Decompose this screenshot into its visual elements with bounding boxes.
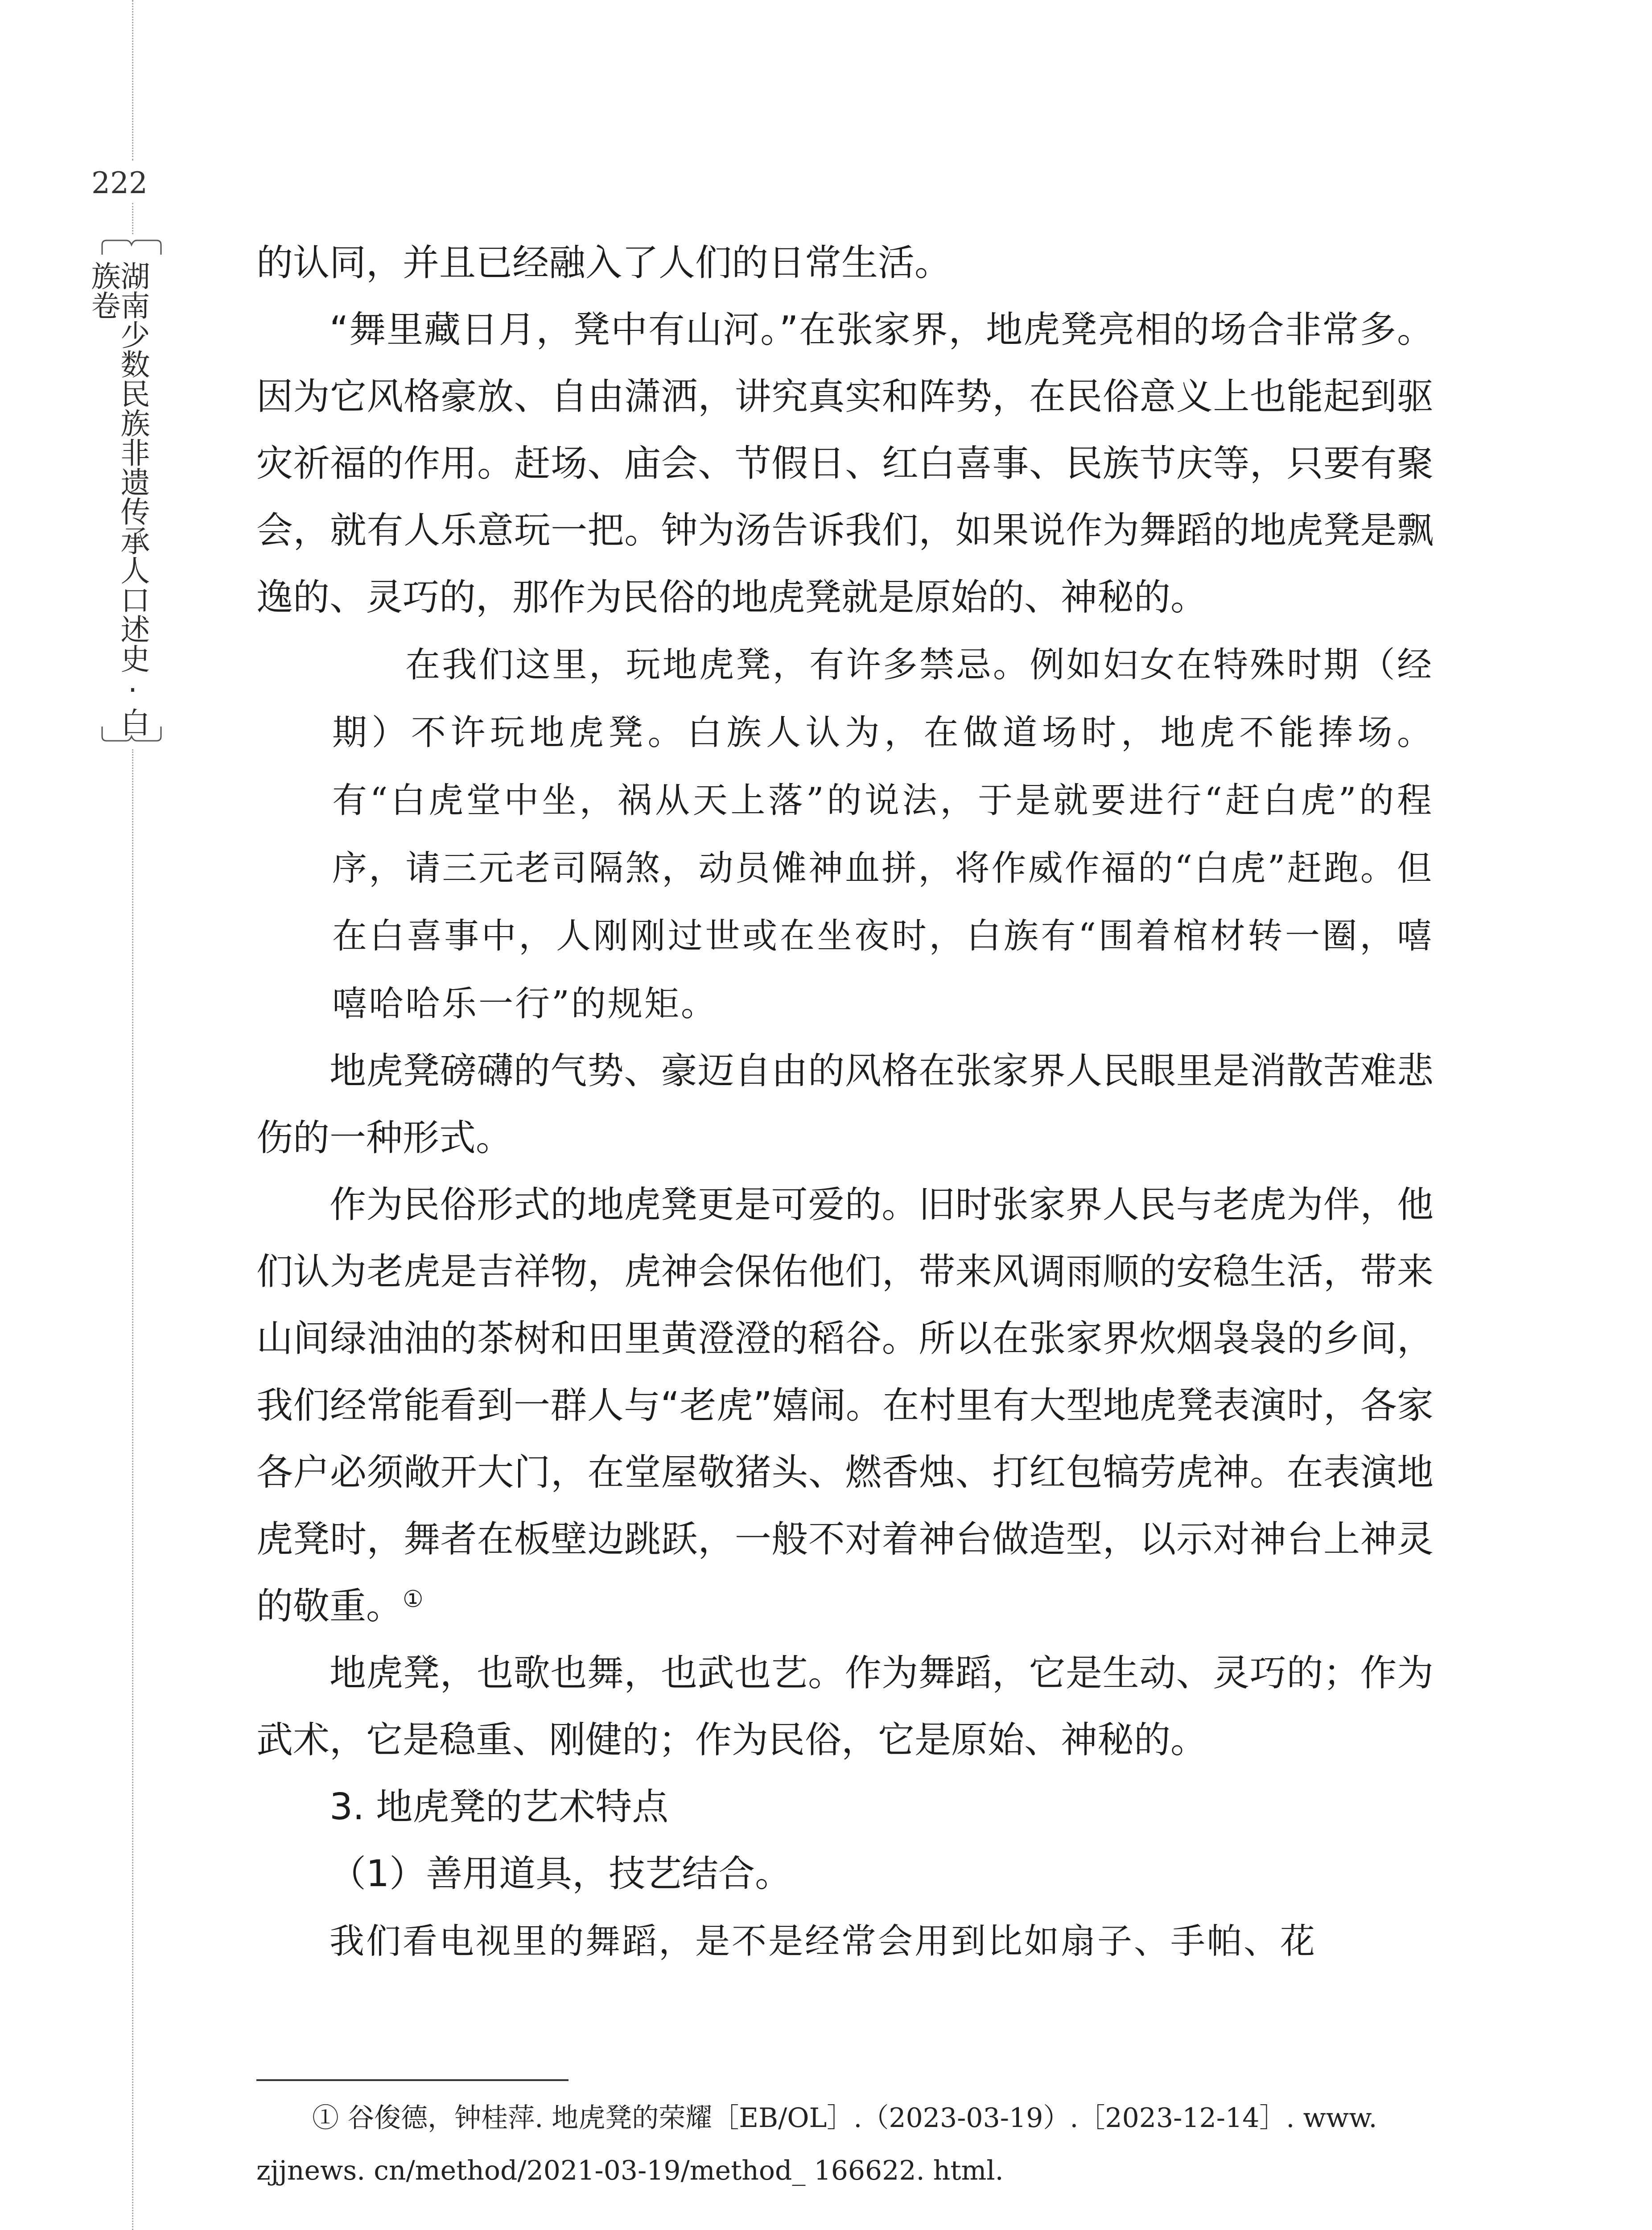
footnote xyxy=(256,2092,1434,2197)
subheading: （1）善用道具，技艺结合。 xyxy=(330,1853,792,1895)
margin-dotted-line-bottom xyxy=(132,749,133,2230)
bracket-top-icon xyxy=(100,239,163,256)
running-title xyxy=(86,239,167,743)
main-text xyxy=(256,230,1434,1975)
paragraph-2: “舞里藏日月，凳中有山河。”在张家界，地虎凳亮相的场合非常多。因为它风格豪放、自由潇洒，讲究真实和阵势，在民俗意义上也能起到驱灾祈福的作用。赶场、庙会、节假日、红白喜事、民族节庆等，只要有聚会，就有人乐意玩一把。钟为汤告诉我们，如果说作为舞蹈的地虎凳是飘逸的、灵巧的，那作为民俗的地虎凳就是原始的、神秘的。 xyxy=(256,309,1434,619)
page-number: 222 xyxy=(91,166,148,200)
bracket-bottom-icon xyxy=(100,726,163,743)
paragraph-3: 地虎凳磅礴的气势、豪迈自由的风格在张家界人民眼里是消散苦难悲伤的一种形式。 xyxy=(256,1050,1434,1159)
quote-block: 在我们这里，玩地虎凳，有许多禁忌。例如妇女在特殊时期（经期）不许玩地虎凳。白族人认为，在做道场时，地虎不能捧场。有“白虎堂中坐，祸从天上落”的说法，于是就要进行“赶白虎”的程序，请三元老司隔煞，动员傩神血拼，将作威作福的“白虎”赶跑。但在白喜事中，人刚刚过世或在坐夜时，白族有“围着棺材转一圈，嘻嘻哈哈乐一行”的规矩。 xyxy=(332,645,1434,1024)
paragraph-5: 地虎凳，也歌也舞，也武也艺。作为舞蹈，它是生动、灵巧的；作为武术，它是稳重、刚健的；作为民俗，它是原始、神秘的。 xyxy=(256,1652,1434,1761)
paragraph-1: 的认同，并且已经融入了人们的日常生活。 xyxy=(256,242,952,284)
footnote-rule xyxy=(256,2079,569,2081)
paragraph-6: 我们看电视里的舞蹈，是不是经常会用到比如扇子、手帕、花 xyxy=(330,1921,1317,1962)
paragraph-4 xyxy=(256,1172,1434,1640)
margin-dotted-line-top xyxy=(132,0,133,161)
footnote-line-1: ① 谷俊德，钟桂萍. 地虎凳的荣耀［EB/OL］.（2023-03-19）.［2023-12-14］. www. xyxy=(312,2102,1377,2134)
margin-dotted-line-mid xyxy=(132,203,133,234)
running-title-text: 湖南少数民族非遗传承人口述史·白族卷 xyxy=(86,261,150,737)
footnote-line-2: zjjnews. cn/method/2021-03-19/method_ 166622. html. xyxy=(256,2155,1004,2186)
footnote-marker: ① xyxy=(403,1586,424,1613)
section-heading: 3. 地虎凳的艺术特点 xyxy=(330,1786,669,1828)
paragraph-4-text: 作为民俗形式的地虎凳更是可爱的。旧时张家界人民与老虎为伴，他们认为老虎是吉祥物，虎神会保佑他们，带来风调雨顺的安稳生活，带来山间绿油油的茶树和田里黄澄澄的稻谷。所以在张家界炊烟袅袅的乡间，我们经常能看到一群人与“老虎”嬉闹。在村里有大型地虎凳表演时，各家各户必须敞开大门，在堂屋敬猪头、燃香烛、打红包犒劳虎神。在表演地虎凳时，舞者在板壁边跳跃，一般不对着神台做造型，以示对神台上神灵的敬重。 xyxy=(256,1184,1434,1627)
